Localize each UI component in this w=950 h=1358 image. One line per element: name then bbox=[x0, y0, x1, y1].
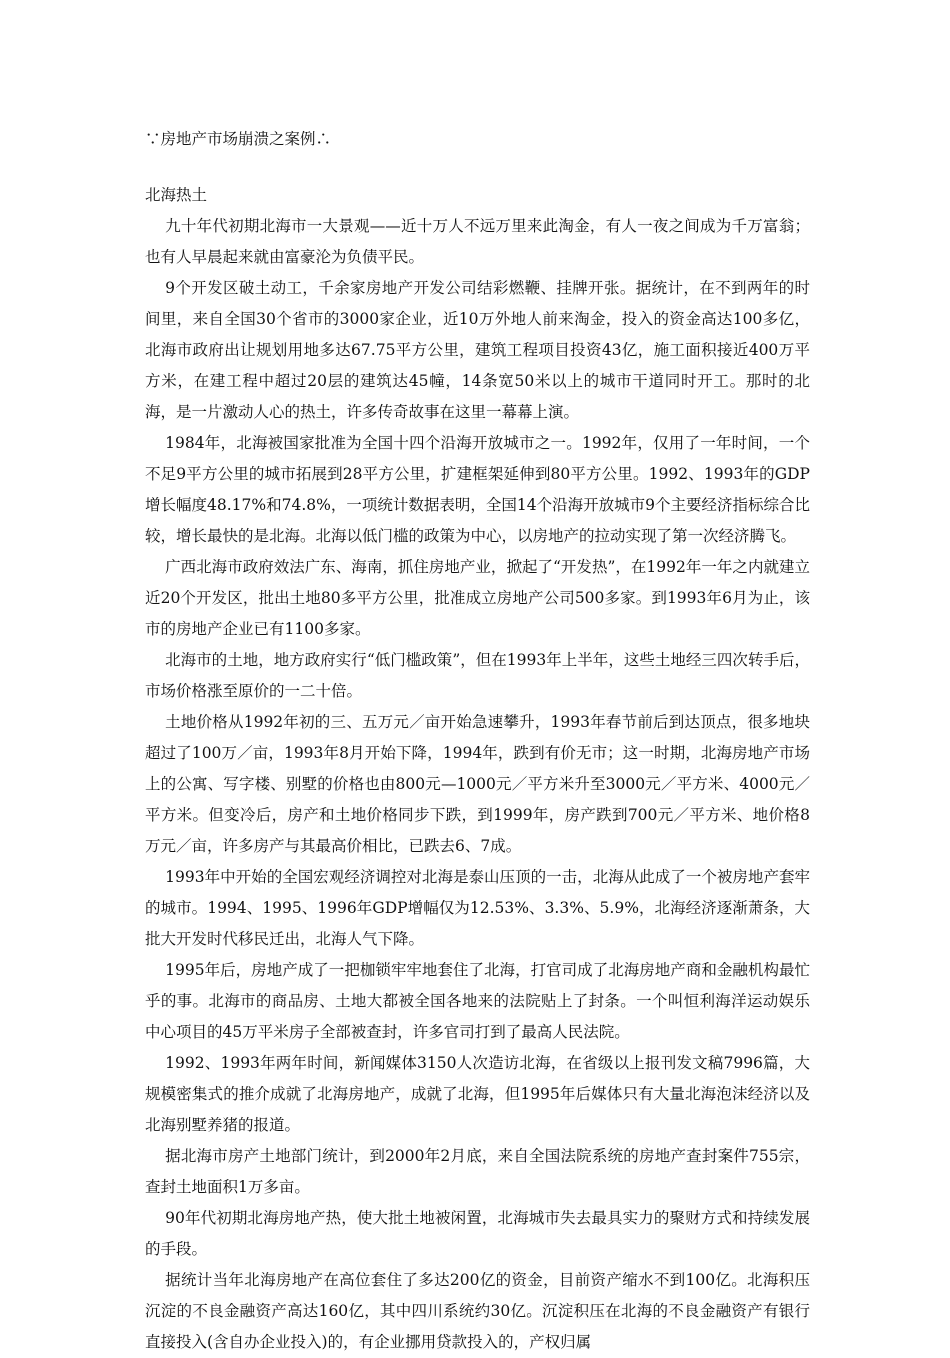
paragraph: 广西北海市政府效法广东、海南，抓住房地产业，掀起了“开发热”，在1992年一年之内就建立近20个开发区，批出土地80多平方公里，批准成立房地产公司500多家。到1993年6月为止，该市的房地产企业已有1100多家。 bbox=[145, 558, 810, 638]
paragraph: 9个开发区破土动工，千余家房地产开发公司结彩燃鞭、挂牌开张。据统计，在不到两年的时间里，来自全国30个省市的3000家企业，近10万外地人前来淘金，投入的资金高达100多亿，北海市政府出让规划用地多达67.75平方公里，建筑工程项目投资43亿，施工面积接近400万平方米，在建工程中超过20层的建筑达45幢，14条宽50米以上的城市干道同时开工。那时的北海，是一片激动人心的热土，许多传奇故事在这里一幕幕上演。 bbox=[145, 279, 810, 421]
paragraph: 1995年后，房地产成了一把枷锁牢牢地套住了北海，打官司成了北海房地产商和金融机构最忙乎的事。北海市的商品房、土地大都被全国各地来的法院贴上了封条。一个叫恒利海洋运动娱乐中心项目的45万平米房子全部被查封，许多官司打到了最高人民法院。 bbox=[145, 961, 810, 1041]
paragraph: 土地价格从1992年初的三、五万元／亩开始急速攀升，1993年春节前后到达顶点，很多地块超过了100万／亩，1993年8月开始下降，1994年，跌到有价无市；这一时期，北海房地产市场上的公寓、写字楼、别墅的价格也由800元—1000元／平方米升至3000元／平方米、4000元／平方米。但变冷后，房产和土地价格同步下跌，到1999年，房产跌到700元／平方米、地价格8万元／亩，许多房产与其最高价相比，已跌去6、7成。 bbox=[145, 713, 810, 855]
paragraph: 北海市的土地，地方政府实行“低门槛政策”，但在1993年上半年，这些土地经三四次转手后，市场价格涨至原价的一二十倍。 bbox=[145, 651, 810, 700]
paragraph: 1992、1993年两年时间，新闻媒体3150人次造访北海，在省级以上报刊发文稿7996篇，大规模密集式的推介成就了北海房地产，成就了北海，但1995年后媒体只有大量北海泡沫经济以及北海别墅养猪的报道。 bbox=[145, 1054, 810, 1134]
paragraph: 据北海市房产土地部门统计，到2000年2月底，来自全国法院系统的房地产查封案件755宗，查封土地面积1万多亩。 bbox=[145, 1147, 810, 1196]
document-title: ∵房地产市场崩溃之案例∴ bbox=[145, 130, 332, 148]
paragraph: 1984年，北海被国家批准为全国十四个沿海开放城市之一。1992年，仅用了一年时间，一个不足9平方公里的城市拓展到28平方公里，扩建框架延伸到80平方公里。1992、1993年的GDP增长幅度48.17%和74.8%，一项统计数据表明，全国14个沿海开放城市9个主要经济指标综合比较，增长最快的是北海。北海以低门槛的政策为中心，以房地产的拉动实现了第一次经济腾飞。 bbox=[145, 434, 810, 545]
section-title: 北海热土 bbox=[145, 186, 208, 204]
paragraph: 九十年代初期北海市一大景观——近十万人不远万里来此淘金，有人一夜之间成为千万富翁；也有人早晨起来就由富豪沦为负债平民。 bbox=[145, 217, 810, 266]
document-page bbox=[145, 120, 810, 1358]
paragraph: 90年代初期北海房地产热，使大批土地被闲置，北海城市失去最具实力的聚财方式和持续发展的手段。 bbox=[145, 1209, 810, 1258]
paragraph: 1993年中开始的全国宏观经济调控对北海是泰山压顶的一击，北海从此成了一个被房地产套牢的城市。1994、1995、1996年GDP增幅仅为12.53%、3.3%、5.9%，北海经济逐渐萧条，大批大开发时代移民迁出，北海人气下降。 bbox=[145, 868, 810, 948]
paragraph: 据统计当年北海房地产在高位套住了多达200亿的资金，目前资产缩水不到100亿。北海积压沉淀的不良金融资产高达160亿，其中四川系统约30亿。沉淀积压在北海的不良金融资产有银行直接投入(含自办企业投入)的，有企业挪用贷款投入的，产权归属 bbox=[145, 1271, 810, 1351]
